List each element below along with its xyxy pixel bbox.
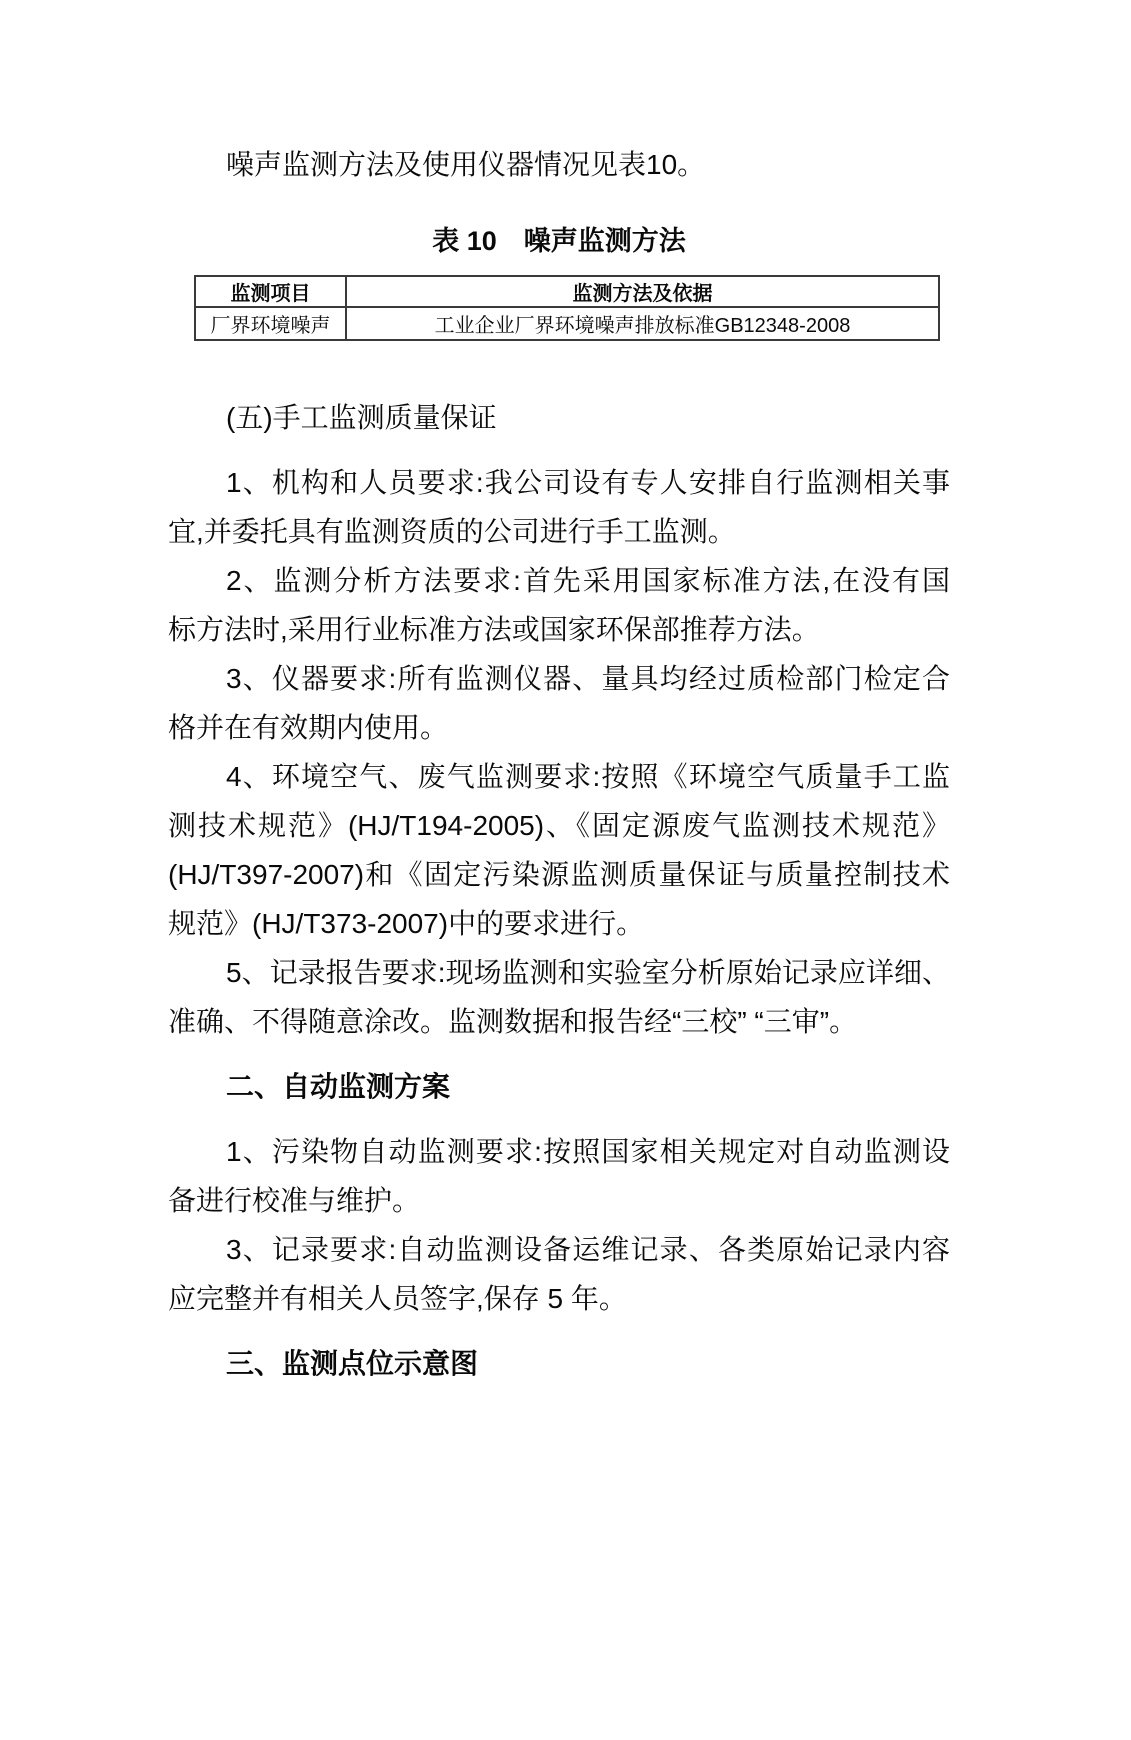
page-content [0,140,1131,1740]
subsection-heading: (五)手工监测质量保证 [226,402,497,433]
body-line: 标方法时,采用行业标准方法或国家环保部推荐方法。 [168,614,820,645]
intro-paragraph: 噪声监测方法及使用仪器情况见表10。 [226,149,706,180]
table-title: 表 10 噪声监测方法 [432,226,686,256]
section-heading: 二、自动监测方案 [226,1071,451,1102]
body-line: 4、环境空气、废气监测要求:按照《环境空气质量手工监 [226,761,950,792]
table-header-cell-item: 监测项目 [195,276,346,307]
body-line: 应完整并有相关人员签字,保存 5 年。 [168,1283,627,1314]
noise-monitoring-table [194,275,940,341]
body-line: 格并在有效期内使用。 [168,712,449,743]
body-line: 1、污染物自动监测要求:按照国家相关规定对自动监测设 [226,1136,950,1167]
body-line: 宜,并委托具有监测资质的公司进行手工监测。 [168,516,736,547]
section-heading: 三、监测点位示意图 [226,1348,479,1379]
table-cell-method: 工业企业厂界环境噪声排放标准GB12348-2008 [346,307,939,340]
body-line: 准确、不得随意涂改。监测数据和报告经“三校” “三审”。 [168,1006,858,1037]
table-row [195,307,939,340]
body-line: 规范》(HJ/T373-2007)中的要求进行。 [168,908,645,939]
document-body [168,393,950,1388]
body-line: 3、仪器要求:所有监测仪器、量具均经过质检部门检定合 [226,663,950,694]
table-header-cell-method: 监测方法及依据 [346,276,939,307]
body-line: 备进行校准与维护。 [168,1185,421,1216]
document-page [0,140,1131,1740]
body-line: 3、记录要求:自动监测设备运维记录、各类原始记录内容 [226,1234,950,1265]
body-line: 1、机构和人员要求:我公司设有专人安排自行监测相关事 [226,467,950,498]
table-cell-item: 厂界环境噪声 [195,307,346,340]
body-line: 2、监测分析方法要求:首先采用国家标准方法,在没有国 [226,565,950,596]
body-line: 测技术规范》(HJ/T194-2005)、《固定源废气监测技术规范》 [168,810,950,841]
body-line: 5、记录报告要求:现场监测和实验室分析原始记录应详细、 [226,957,950,988]
table-header-row [195,276,939,307]
body-line: (HJ/T397-2007)和《固定污染源监测质量保证与质量控制技术 [168,859,950,890]
